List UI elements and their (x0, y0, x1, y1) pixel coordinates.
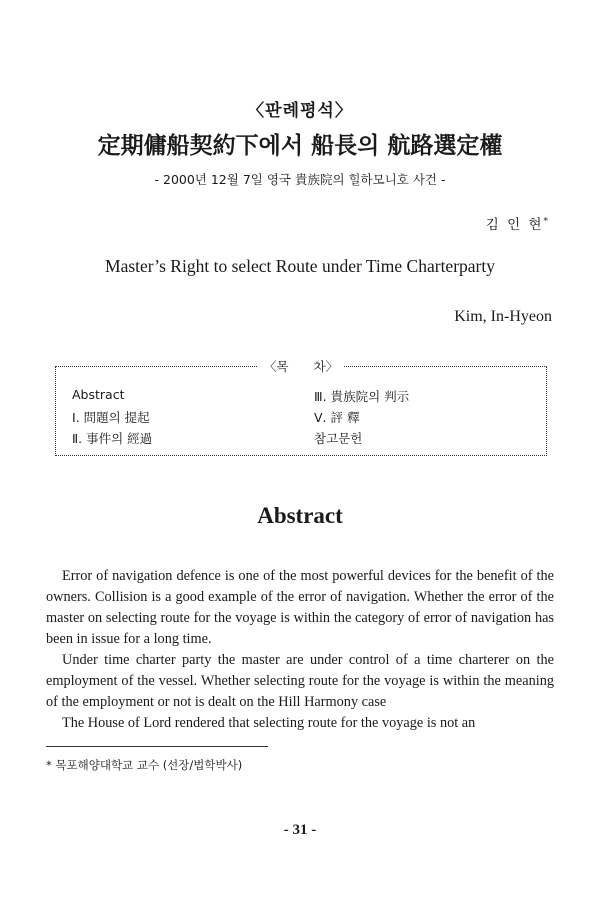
toc-heading: 〈목 차〉 (258, 359, 344, 374)
abstract-paragraph: The House of Lord rendered that selecting route for the voyage is not an (62, 715, 476, 731)
article-type-label: 〈판례평석〉 (247, 101, 353, 121)
abstract-body (46, 566, 554, 734)
toc-item-3: Ⅲ. 貴族院의 判示 (314, 389, 410, 404)
footnote-divider (46, 746, 268, 747)
abstract-heading: Abstract (257, 503, 343, 528)
english-title: Master’s Right to select Route under Time Charterparty (105, 256, 495, 276)
page-number: - 31 - (283, 822, 317, 838)
abstract-paragraph: Error of navigation defence is one of the most powerful devices for the benefit of the owners. Collision is a good example of the error of navigation. Whether the error of the master on selecting route for the voyage is within the category of error of navigation has been in issue for a long time. (46, 568, 554, 647)
author-english: Kim, In-Hyeon (454, 308, 552, 325)
toc-item-abstract: Abstract (72, 387, 125, 402)
toc-heading-wrap (56, 357, 546, 375)
table-of-contents (55, 359, 547, 456)
author-korean-name: 김 인 현 (485, 217, 544, 233)
toc-item-1: Ⅰ. 問題의 提起 (72, 410, 150, 425)
author-footnote: * 목포해양대학교 교수 (선장/법학박사) (46, 758, 243, 772)
toc-item-2: Ⅱ. 事件의 經過 (72, 431, 153, 446)
toc-item-references: 참고문헌 (314, 431, 363, 446)
article-title: 定期傭船契約下에서 船長의 航路選定權 (97, 132, 503, 159)
abstract-paragraph: Under time charter party the master are under control of a time charterer on the employment of the vessel. Whether selecting route for the voyage is within the meaning of the employment or not is dealt on the Hill Harmony case (46, 652, 554, 710)
article-subtitle: - 2000년 12월 7일 영국 貴族院의 힐하모니호 사건 - (154, 172, 446, 187)
toc-item-5: Ⅴ. 評 釋 (314, 410, 360, 425)
author-footnote-mark: * (543, 216, 548, 227)
author-korean (486, 213, 548, 233)
